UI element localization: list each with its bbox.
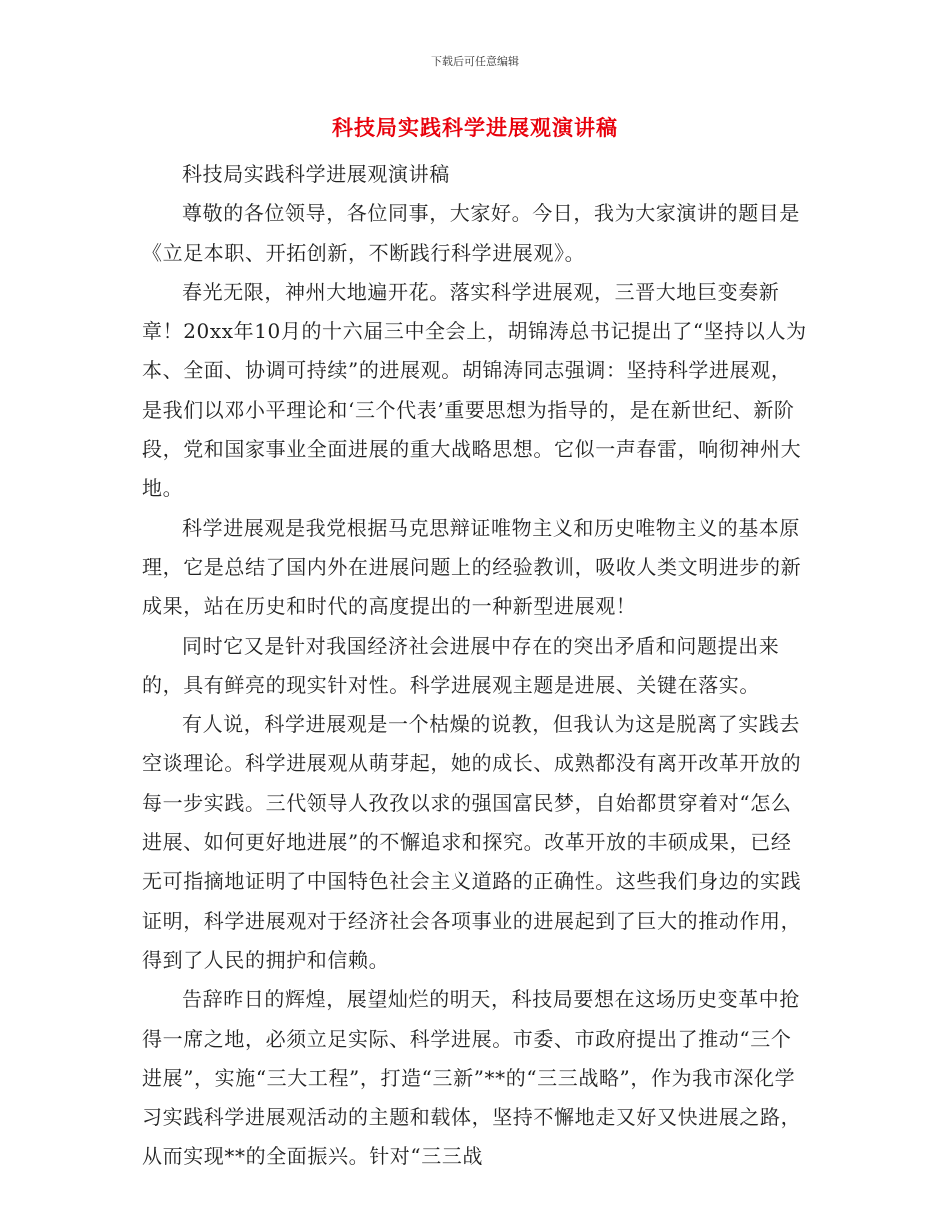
paragraph: 告辞昨日的辉煌，展望灿烂的明天，科技局要想在这场历史变革中抢得一席之地，必须立足实际、科学进展。市委、市政府提出了推动“三个进展”，实施“三大工程”，打造“三新”**的“三三战略”，作为我市深化学习实践科学进展观活动的主题和载体，坚持不懈地走又好又快进展之路，从而实现**的全面振兴。针对“三三战 bbox=[142, 987, 802, 1169]
paragraph: 春光无限，神州大地遍开花。落实科学进展观，三晋大地巨变奏新章！20xx年10月的十六届三中全会上，胡锦涛总书记提出了“坚持以人为本、全面、协调可持续”的进展观。胡锦涛同志强调：坚持科学进展观，是我们以邓小平理论和‘三个代表’重要思想为指导的，是在新世纪、新阶段，党和国家事业全面进展的重大战略思想。它似一声春雷，响彻神州大地。 bbox=[142, 279, 807, 501]
paragraph: 科学进展观是我党根据马克思辩证唯物主义和历史唯物主义的基本原理，它是总结了国内外在进展问题上的经验教训，吸收人类文明进步的新成果，站在历史和时代的高度提出的一种新型进展观！ bbox=[142, 515, 802, 619]
header-note: 下载后可任意编辑 bbox=[431, 55, 519, 68]
document-body bbox=[142, 155, 810, 1177]
paragraph: 尊敬的各位领导，各位同事，大家好。今日，我为大家演讲的题目是《立足本职、开拓创新，不断践行科学进展观》。 bbox=[142, 201, 800, 265]
document-title: 科技局实践科学进展观演讲稿 bbox=[332, 115, 618, 140]
paragraph-subtitle: 科技局实践科学进展观演讲稿 bbox=[182, 162, 450, 186]
paragraph: 同时它又是针对我国经济社会进展中存在的突出矛盾和问题提出来的，具有鲜亮的现实针对性。科学进展观主题是进展、关键在落实。 bbox=[142, 633, 780, 697]
paragraph: 有人说，科学进展观是一个枯燥的说教，但我认为这是脱离了实践去空谈理论。科学进展观从萌芽起，她的成长、成熟都没有离开改革开放的每一步实践。三代领导人孜孜以求的强国富民梦，自始都贯穿着对“怎么进展、如何更好地进展”的不懈追求和探究。改革开放的丰硕成果，已经无可指摘地证明了中国特色社会主义道路的正确性。这些我们身边的实践证明，科学进展观对于经济社会各项事业的进展起到了巨大的推动作用，得到了人民的拥护和信赖。 bbox=[142, 712, 802, 972]
